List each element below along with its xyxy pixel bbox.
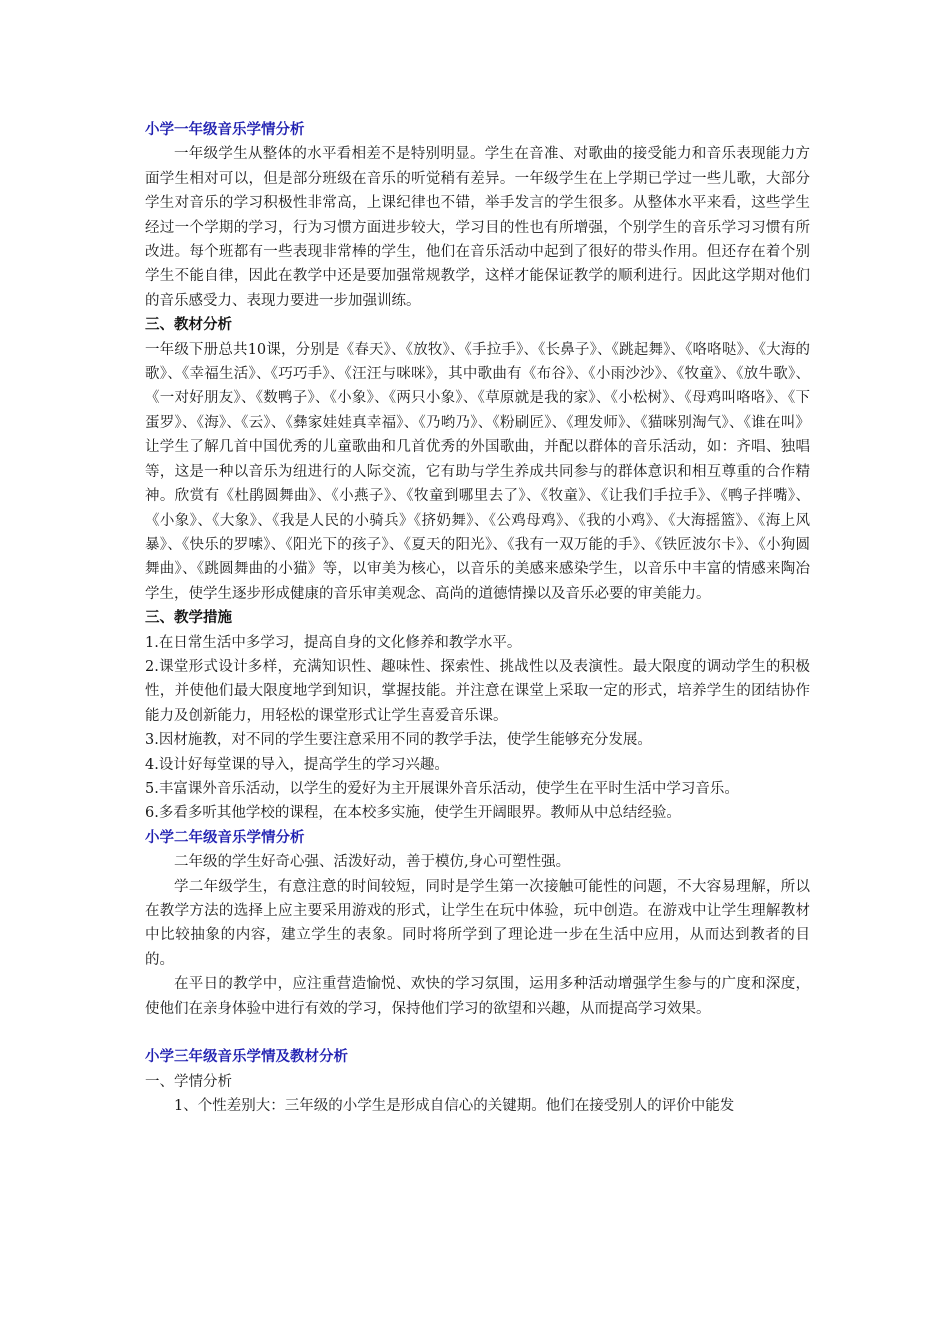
measure-item-4: 4.设计好每堂课的导入，提高学生的学习兴趣。 [145,756,449,773]
document-page [145,118,810,1119]
grade2-paragraph-3: 在平日的教学中，应注重营造愉悦、欢快的学习氛围，运用多种活动增强学生参与的广度和深度，使他们在亲身体验中进行有效的学习，保持他们学习的欲望和兴趣，从而提高学习效果。 [145,976,810,1017]
grade1-title: 小学一年级音乐学情分析 [145,122,305,138]
measure-item-5: 5.丰富课外音乐活动，以学生的爱好为主开展课外音乐活动，使学生在平时生活中学习音乐。 [145,780,739,797]
grade3-paragraph-1: 1、个性差别大：三年级的小学生是形成自信心的关键期。他们在接受别人的评价中能发 [174,1098,735,1115]
measure-item-6: 6.多看多听其他学校的课程，在本校多实施，使学生开阔眼界。教师从中总结经验。 [145,805,681,822]
materials-text: 一年级下册总共10课，分别是《春天》、《放牧》、《手拉手》、《长鼻子》、《跳起舞》、《咯咯哒》、《大海的歌》、《幸福生活》、《巧巧手》、《汪汪与咪咪》，其中歌曲有《布谷》、《小雨沙沙》、《牧童》、《放牛歌》、《一对好朋友》、《数鸭子》、《小象》、《两只小象》、《草原就是我的家》、《小松树》、《母鸡叫咯咯》、《下蛋罗》、《海》、《云》、《彝家娃娃真幸福》、《乃哟乃》、《粉刷匠》、《理发师》、《猫咪别淘气》、《谁在叫》让学生了解几首中国优秀的儿童歌曲和几首优秀的外国歌曲，并配以群体的音乐活动，如：齐唱、独唱等，这是一种以音乐为纽进行的人际交流，它有助与学生养成共同参与的群体意识和相互尊重的合作精神。欣赏有《杜鹃圆舞曲》、《小燕子》、《牧童到哪里去了》、《牧童》、《让我们手拉手》、《鸭子拌嘴》、《小象》、《大象》、《我是人民的小骑兵》《挤奶舞》、《公鸡母鸡》、《我的小鸡》、《大海摇篮》、《海上风暴》、《快乐的罗嗦》、《阳光下的孩子》、《夏天的阳光》、《我有一双万能的手》、《铁匠波尔卡》、《小狗圆舞曲》、《跳圆舞曲的小猫》等，以审美为核心，以音乐的美感来感染学生，以音乐中丰富的情感来陶冶学生，使学生逐步形成健康的音乐审美观念、高尚的道德情操以及音乐必要的审美能力。 [145,341,810,602]
grade3-sub-heading: 一、学情分析 [145,1073,232,1090]
grade2-title: 小学二年级音乐学情分析 [145,829,305,846]
materials-heading: 三、教材分析 [145,317,232,334]
grade1-intro: 一年级学生从整体的水平看相差不是特别明显。学生在音准、对歌曲的接受能力和音乐表现能力方面学生相对可以，但是部分班级在音乐的听觉稍有差异。一年级学生在上学期已学过一些儿歌，大部分学生对音乐的学习积极性非常高，上课纪律也不错，举手发言的学生很多。从整体水平来看，这些学生经过一个学期的学习，行为习惯方面进步较大，学习目的性也有所增强，个别学生的音乐学习习惯有所改进。每个班都有一些表现非常棒的学生，他们在音乐活动中起到了很好的带头作用。但还存在着个别学生不能自律，因此在教学中还是要加强常规教学，这样才能保证教学的顺利进行。因此这学期对他们的音乐感受力、表现力要进一步加强训练。 [145,146,810,309]
grade2-paragraph-2: 学二年级学生，有意注意的时间较短，同时是学生第一次接触可能性的问题，不大容易理解，所以在教学方法的选择上应主要采用游戏的形式，让学生在玩中体验，玩中创造。在游戏中让学生理解教材中比较抽象的内容，建立学生的表象。同时将所学到了理论进一步在生活中应用，从而达到教者的目的。 [145,878,810,968]
measure-item-1: 1.在日常生活中多学习，提高自身的文化修养和教学水平。 [145,634,522,651]
measure-item-3: 3.因材施教，对不同的学生要注意采用不同的教学手法，使学生能够充分发展。 [145,732,652,749]
measures-heading: 三、教学措施 [145,610,232,627]
grade2-paragraph-1: 二年级的学生好奇心强、活泼好动，善于模仿,身心可塑性强。 [174,854,571,871]
grade3-title: 小学三年级音乐学情及教材分析 [145,1049,348,1066]
section-gap [145,1021,810,1045]
measure-item-2: 2.课堂形式设计多样，充满知识性、趣味性、探索性、挑战性以及表演性。最大限度的调动学生的积极性，并使他们最大限度地学到知识，掌握技能。并注意在课堂上采取一定的形式，培养学生的团结协作能力及创新能力，用轻松的课堂形式让学生喜爱音乐课。 [145,658,810,724]
